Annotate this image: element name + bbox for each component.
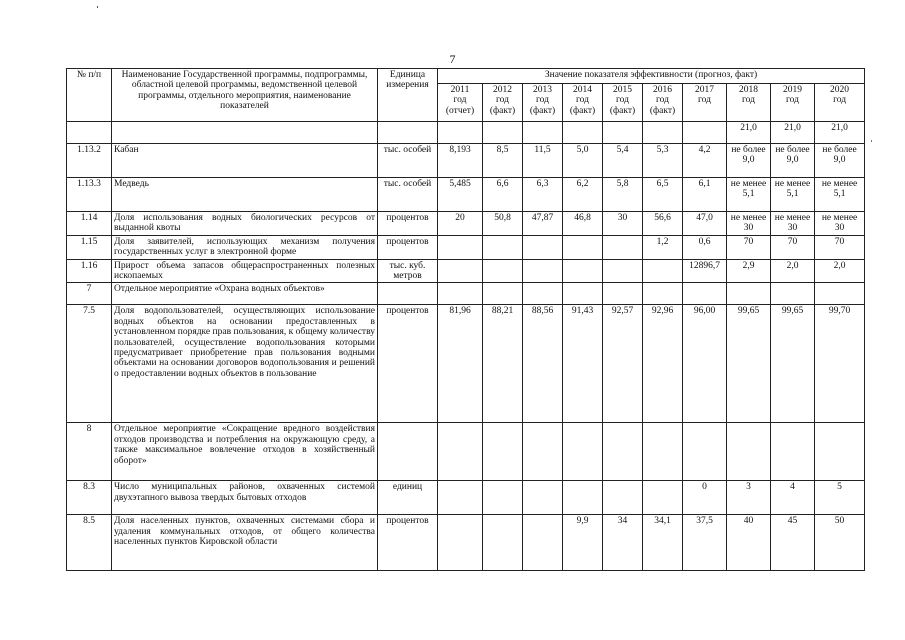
- value-cell-2019: не менее 30: [771, 212, 815, 236]
- value-cell-2020: не менее 5,1: [815, 178, 865, 212]
- value-cell-2020: [815, 283, 865, 305]
- table-row: [67, 122, 865, 144]
- value-cell-2013: [523, 423, 563, 481]
- value-cell-2017: 4,2: [683, 144, 727, 178]
- value-cell-2014: [563, 423, 603, 481]
- value-cell-2016: [643, 122, 683, 144]
- year-header-note: (факт): [529, 105, 556, 116]
- value-cell-2017: 96,00: [683, 305, 727, 423]
- value-cell-2014: 9,9: [563, 515, 603, 571]
- value-cell-2019: 4: [771, 481, 815, 515]
- year-header-suffix: год: [742, 95, 755, 106]
- value-cell-2012: [483, 122, 523, 144]
- value-cell-2011: [438, 481, 483, 515]
- year-header-year: 2019: [783, 84, 802, 95]
- row-number: [67, 122, 112, 144]
- year-header-suffix: год: [576, 95, 589, 106]
- indicator-name: Доля заявителей, использующих механизм получения государственных услуг в электронной форме: [112, 235, 378, 259]
- value-cell-2014: 46,8: [563, 212, 603, 236]
- value-cell-2013: [523, 283, 563, 305]
- indicator-unit: процентов: [378, 212, 438, 236]
- indicator-name: Отдельное мероприятие «Сокращение вредного воздействия отходов производства и потребления на окружающую среду, а также максимальное вовлечение отходов в хозяйственный оборот»: [112, 423, 378, 481]
- value-cell-2016: [643, 481, 683, 515]
- value-cell-2015: 34: [603, 515, 643, 571]
- indicator-unit: [378, 122, 438, 144]
- value-cell-2012: 88,21: [483, 305, 523, 423]
- value-cell-2012: 6,6: [483, 178, 523, 212]
- row-number: 8.3: [67, 481, 112, 515]
- value-cell-2019: 45: [771, 515, 815, 571]
- year-header-note: (факт): [649, 105, 676, 116]
- value-cell-2018: не менее 5,1: [727, 178, 771, 212]
- scan-speck: [97, 6, 98, 8]
- value-cell-2012: [483, 481, 523, 515]
- value-cell-2012: 8,5: [483, 144, 523, 178]
- row-number: 1.13.3: [67, 178, 112, 212]
- value-cell-2020: не более 9,0: [815, 144, 865, 178]
- value-cell-2019: [771, 283, 815, 305]
- indicator-name: Отдельное мероприятие «Охрана водных объектов»: [112, 283, 378, 305]
- indicator-name: Медведь: [112, 178, 378, 212]
- year-header-year: 2013: [533, 84, 552, 95]
- year-header-suffix: год: [833, 95, 847, 106]
- value-cell-2019: 70: [771, 235, 815, 259]
- value-cell-2015: [603, 259, 643, 283]
- value-cell-2014: [563, 259, 603, 283]
- value-cell-2016: 1,2: [643, 235, 683, 259]
- value-cell-2016: 56,6: [643, 212, 683, 236]
- year-header-year: 2014: [573, 84, 592, 95]
- value-cell-2013: [523, 515, 563, 571]
- indicator-name: Доля использования водных биологических ресурсов от выданной квоты: [112, 212, 378, 236]
- indicator-unit: процентов: [378, 515, 438, 571]
- table-row: [67, 481, 865, 515]
- value-cell-2020: 99,70: [815, 305, 865, 423]
- value-cell-2019: 21,0: [771, 122, 815, 144]
- value-cell-2014: [563, 235, 603, 259]
- value-cell-2015: [603, 481, 643, 515]
- indicator-unit: тыс. особей: [378, 144, 438, 178]
- value-cell-2012: 50,8: [483, 212, 523, 236]
- value-cell-2016: 92,96: [643, 305, 683, 423]
- row-number: 7: [67, 283, 112, 305]
- value-cell-2011: [438, 423, 483, 481]
- col-header-year: [643, 83, 683, 121]
- value-cell-2014: [563, 122, 603, 144]
- value-cell-2020: 70: [815, 235, 865, 259]
- value-cell-2017: 0: [683, 481, 727, 515]
- value-cell-2011: [438, 259, 483, 283]
- value-cell-2019: не более 9,0: [771, 144, 815, 178]
- year-header-suffix: год: [786, 95, 799, 106]
- indicator-unit: тыс. особей: [378, 178, 438, 212]
- year-header-suffix: год: [536, 95, 549, 106]
- col-header-year: [815, 83, 865, 121]
- value-cell-2018: не менее 30: [727, 212, 771, 236]
- value-cell-2014: 5,0: [563, 144, 603, 178]
- year-header-year: 2011: [450, 84, 470, 95]
- value-cell-2017: 47,0: [683, 212, 727, 236]
- value-cell-2015: [603, 283, 643, 305]
- indicator-unit: тыс. куб. метров: [378, 259, 438, 283]
- value-cell-2013: 88,56: [523, 305, 563, 423]
- year-header-suffix: год: [656, 95, 669, 106]
- value-cell-2011: 20: [438, 212, 483, 236]
- indicator-unit: [378, 423, 438, 481]
- indicators-table: [66, 68, 865, 571]
- value-cell-2015: [603, 122, 643, 144]
- year-header-note: (факт): [489, 105, 516, 116]
- col-header-year: [727, 83, 771, 121]
- year-header-year: 2020: [830, 84, 850, 95]
- year-header-year: 2016: [653, 84, 672, 95]
- value-cell-2011: [438, 235, 483, 259]
- table-row: [67, 178, 865, 212]
- value-cell-2012: [483, 283, 523, 305]
- value-cell-2019: не менее 5,1: [771, 178, 815, 212]
- col-header-year: [523, 83, 563, 121]
- value-cell-2018: не более 9,0: [727, 144, 771, 178]
- row-number: 1.16: [67, 259, 112, 283]
- year-header-suffix: год: [616, 95, 629, 106]
- value-cell-2015: 5,8: [603, 178, 643, 212]
- value-cell-2018: [727, 423, 771, 481]
- row-number: 8: [67, 423, 112, 481]
- indicator-name: Прирост объема запасов общераспространенных полезных ископаемых: [112, 259, 378, 283]
- value-cell-2018: [727, 283, 771, 305]
- table-row: [67, 305, 865, 423]
- table-row: [67, 235, 865, 259]
- value-cell-2012: [483, 259, 523, 283]
- value-cell-2013: 11,5: [523, 144, 563, 178]
- value-cell-2019: 2,0: [771, 259, 815, 283]
- year-header-note: (факт): [569, 105, 596, 116]
- value-cell-2012: [483, 423, 523, 481]
- value-cell-2017: [683, 423, 727, 481]
- value-cell-2017: 12896,7: [683, 259, 727, 283]
- value-cell-2013: 47,87: [523, 212, 563, 236]
- col-header-year: [683, 83, 727, 121]
- row-number: 8.5: [67, 515, 112, 571]
- col-header-name: Наименование Государственной программы, подпрограммы, областной целевой программы, ведомственной целевой программы, отдельного мероприятия, наименование показателей: [112, 69, 378, 122]
- table-row: [67, 259, 865, 283]
- year-header-note: (отчет): [445, 105, 475, 116]
- value-cell-2019: [771, 423, 815, 481]
- value-cell-2013: [523, 235, 563, 259]
- value-cell-2014: [563, 283, 603, 305]
- value-cell-2015: 5,4: [603, 144, 643, 178]
- value-cell-2011: 5,485: [438, 178, 483, 212]
- year-header-year: 2015: [613, 84, 632, 95]
- indicator-name: Число муниципальных районов, охваченных системой двухэтапного вывоза твердых бытовых отходов: [112, 481, 378, 515]
- value-cell-2020: 50: [815, 515, 865, 571]
- value-cell-2011: [438, 283, 483, 305]
- year-header-suffix: год: [698, 95, 711, 106]
- value-cell-2018: 2,9: [727, 259, 771, 283]
- table-row: [67, 423, 865, 481]
- value-cell-2011: 8,193: [438, 144, 483, 178]
- value-cell-2016: [643, 423, 683, 481]
- year-header-note: (факт): [609, 105, 636, 116]
- col-header-year: [563, 83, 603, 121]
- value-cell-2020: [815, 423, 865, 481]
- row-number: 7.5: [67, 305, 112, 423]
- indicator-unit: единиц: [378, 481, 438, 515]
- col-header-year: [603, 83, 643, 121]
- value-cell-2015: 30: [603, 212, 643, 236]
- col-header-year: [771, 83, 815, 121]
- row-number: 1.14: [67, 212, 112, 236]
- col-header-year: [483, 83, 523, 121]
- table-row: [67, 515, 865, 571]
- value-cell-2015: [603, 235, 643, 259]
- value-cell-2015: 92,57: [603, 305, 643, 423]
- value-cell-2020: 21,0: [815, 122, 865, 144]
- value-cell-2014: [563, 481, 603, 515]
- col-header-year: [438, 83, 483, 121]
- page-number: 7: [449, 52, 456, 66]
- value-cell-2016: 5,3: [643, 144, 683, 178]
- value-cell-2011: [438, 515, 483, 571]
- row-number: 1.13.2: [67, 144, 112, 178]
- indicator-name: Доля водопользователей, осуществляющих использование водных объектов на основании предоставленных в установленном порядке прав пользования, к общему количеству пользователей, осуществление водопользования которыми предусматривает приобретение прав пользования водными объектами на основании договоров водопользования и решений о предоставлении водных объектов в пользование: [112, 305, 378, 423]
- col-header-values-group: Значение показателя эффективности (прогноз, факт): [438, 69, 865, 84]
- year-header-suffix: год: [453, 95, 467, 106]
- indicator-name: [112, 122, 378, 144]
- col-header-unit: Единица измерения: [378, 69, 438, 122]
- indicator-unit: процентов: [378, 235, 438, 259]
- value-cell-2017: 0,6: [683, 235, 727, 259]
- value-cell-2018: 70: [727, 235, 771, 259]
- value-cell-2012: [483, 515, 523, 571]
- value-cell-2019: 99,65: [771, 305, 815, 423]
- value-cell-2016: [643, 259, 683, 283]
- year-header-year: 2018: [739, 84, 758, 95]
- value-cell-2018: 21,0: [727, 122, 771, 144]
- indicator-name: Доля населенных пунктов, охваченных системами сбора и удаления коммунальных отходов, от общего количества населенных пунктов Кировской области: [112, 515, 378, 571]
- value-cell-2017: 37,5: [683, 515, 727, 571]
- value-cell-2013: [523, 122, 563, 144]
- col-header-num: № п/п: [67, 69, 112, 122]
- table-row: [67, 144, 865, 178]
- header-row: [67, 69, 865, 84]
- year-header-year: 2017: [695, 84, 714, 95]
- value-cell-2018: 40: [727, 515, 771, 571]
- value-cell-2013: [523, 259, 563, 283]
- value-cell-2011: [438, 122, 483, 144]
- value-cell-2013: 6,3: [523, 178, 563, 212]
- value-cell-2017: [683, 283, 727, 305]
- row-number: 1.15: [67, 235, 112, 259]
- value-cell-2016: 6,5: [643, 178, 683, 212]
- value-cell-2016: [643, 283, 683, 305]
- year-header-year: 2012: [493, 84, 512, 95]
- value-cell-2013: [523, 481, 563, 515]
- value-cell-2017: 6,1: [683, 178, 727, 212]
- value-cell-2018: 99,65: [727, 305, 771, 423]
- value-cell-2011: 81,96: [438, 305, 483, 423]
- value-cell-2020: 5: [815, 481, 865, 515]
- table-row: [67, 283, 865, 305]
- indicator-unit: процентов: [378, 305, 438, 423]
- indicator-unit: [378, 283, 438, 305]
- value-cell-2014: 6,2: [563, 178, 603, 212]
- table-row: [67, 212, 865, 236]
- value-cell-2016: 34,1: [643, 515, 683, 571]
- indicator-name: Кабан: [112, 144, 378, 178]
- value-cell-2017: [683, 122, 727, 144]
- value-cell-2018: 3: [727, 481, 771, 515]
- value-cell-2012: [483, 235, 523, 259]
- value-cell-2020: 2,0: [815, 259, 865, 283]
- scan-speck: [871, 140, 872, 142]
- value-cell-2020: не менее 30: [815, 212, 865, 236]
- value-cell-2015: [603, 423, 643, 481]
- year-header-suffix: год: [496, 95, 509, 106]
- value-cell-2014: 91,43: [563, 305, 603, 423]
